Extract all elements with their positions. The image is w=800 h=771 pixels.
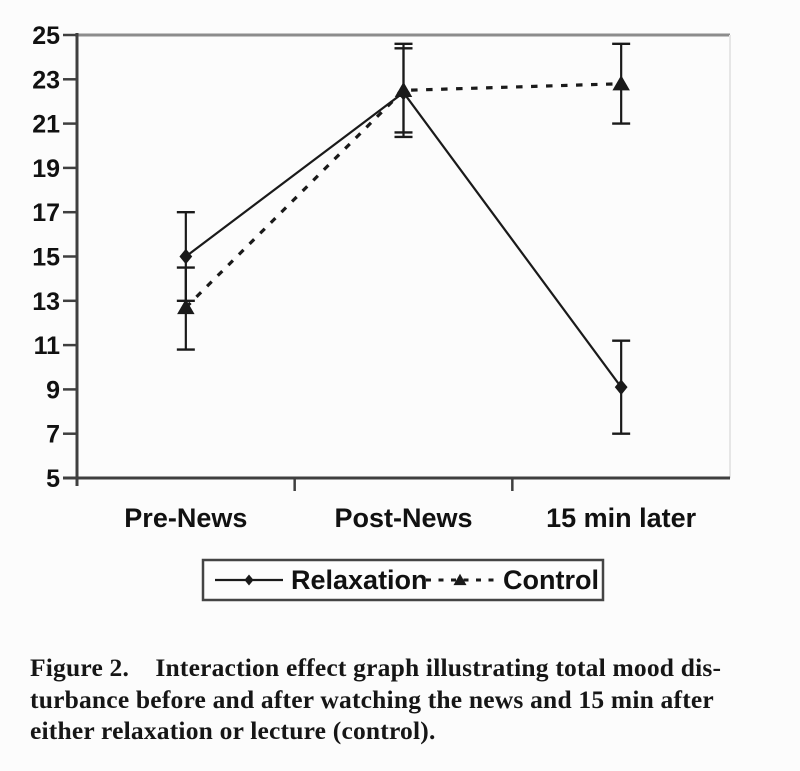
relaxation-marker bbox=[180, 250, 191, 264]
control-marker bbox=[613, 76, 629, 90]
y-tick-label: 17 bbox=[32, 199, 60, 228]
x-category-label: Post-News bbox=[334, 503, 473, 533]
y-tick-label: 13 bbox=[32, 287, 60, 316]
y-tick-label: 9 bbox=[46, 376, 60, 405]
y-tick-label: 5 bbox=[46, 465, 60, 493]
y-tick-label: 7 bbox=[46, 420, 60, 449]
x-category-label: 15 min later bbox=[546, 503, 697, 533]
x-category-label: Pre-News bbox=[124, 503, 248, 533]
control-marker bbox=[396, 83, 412, 97]
y-tick-label: 15 bbox=[32, 243, 60, 272]
caption-line-1: Figure 2. Interaction effect graph illustrating total mood dis- bbox=[30, 653, 722, 682]
figure-caption bbox=[30, 652, 775, 747]
legend-label-relaxation: Relaxation bbox=[291, 565, 428, 595]
y-tick-label: 11 bbox=[33, 332, 60, 361]
caption-line-3: either relaxation or lecture (control). bbox=[30, 716, 436, 745]
caption-line-2: turbance before and after watching the news and 15 min after bbox=[30, 684, 714, 714]
y-tick-label: 25 bbox=[32, 22, 60, 50]
legend-label-control: Control bbox=[503, 565, 599, 595]
y-tick-label: 23 bbox=[32, 66, 60, 95]
y-tick-label: 21 bbox=[32, 110, 60, 139]
y-tick-label: 19 bbox=[32, 154, 60, 183]
